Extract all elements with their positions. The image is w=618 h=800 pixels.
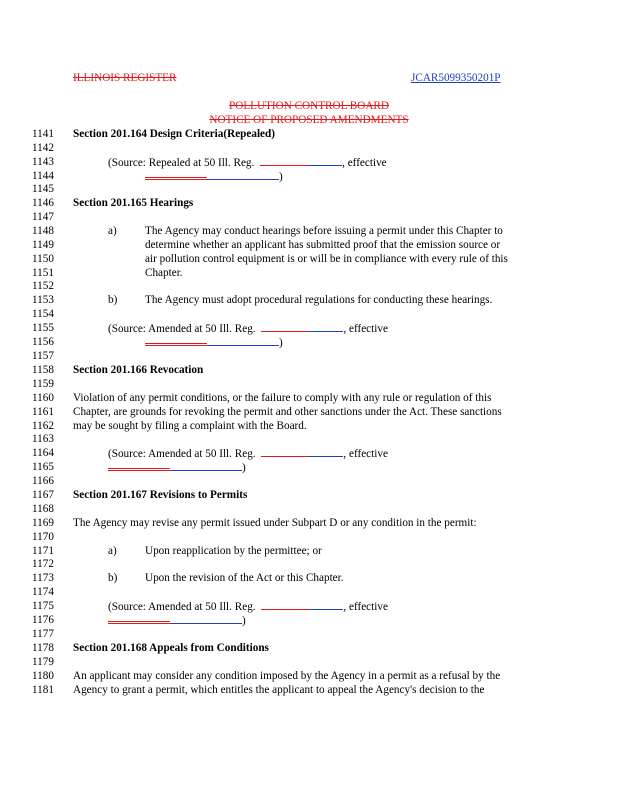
line-number: 1172 — [32, 558, 54, 570]
line-number: 1162 — [32, 420, 54, 432]
line-number: 1149 — [32, 239, 54, 251]
list-label: b) — [108, 294, 118, 306]
section-166-heading: Section 201.166 Revocation — [73, 364, 204, 376]
section-165-heading: Section 201.165 Hearings — [73, 197, 194, 209]
line-number: 1153 — [32, 294, 54, 306]
paragraph-line: Chapter. — [145, 267, 183, 279]
line-number: 1169 — [32, 517, 54, 529]
register-title: ILLINOIS REGISTER — [73, 72, 177, 84]
line-number: 1151 — [32, 267, 54, 279]
line-number: 1171 — [32, 545, 54, 557]
paragraph-line: Agency to grant a permit, which entitles the applicant to appeal the Agency's decision to the — [73, 684, 485, 696]
line-number: 1146 — [32, 197, 54, 209]
line-number: 1163 — [32, 433, 54, 445]
list-label: a) — [108, 545, 117, 557]
section-167-heading: Section 201.167 Revisions to Permits — [73, 489, 248, 501]
paragraph-line: Chapter, are grounds for revoking the permit and other sanctions under the Act. These sanctions — [73, 406, 502, 418]
line-number: 1141 — [32, 128, 54, 140]
line-number: 1177 — [32, 628, 54, 640]
list-label: a) — [108, 225, 117, 237]
line-number: 1166 — [32, 475, 54, 487]
list-label: b) — [108, 572, 118, 584]
line-number: 1170 — [32, 531, 54, 543]
section-166-source: (Source: Amended at 50 Ill. Reg. , effective — [108, 448, 388, 460]
line-number: 1176 — [32, 614, 54, 626]
line-number: 1143 — [32, 156, 54, 168]
paragraph-line: air pollution control equipment is or will be in compliance with every rule of this — [145, 253, 508, 265]
line-number: 1174 — [32, 586, 54, 598]
line-number: 1155 — [32, 322, 54, 334]
line-number: 1161 — [32, 406, 54, 418]
line-number: 1142 — [32, 142, 54, 154]
line-number: 1164 — [32, 447, 54, 459]
line-number: 1159 — [32, 378, 54, 390]
line-number: 1145 — [32, 183, 54, 195]
line-number: 1158 — [32, 364, 54, 376]
line-number: 1180 — [32, 670, 54, 682]
notice-title: NOTICE OF PROPOSED AMENDMENTS — [209, 114, 409, 126]
paragraph-line: The Agency must adopt procedural regulations for conducting these hearings. — [145, 294, 493, 306]
line-number: 1150 — [32, 253, 54, 265]
paragraph-line: An applicant may consider any condition imposed by the Agency in a permit as a refusal by the — [73, 670, 501, 682]
paragraph-line: determine whether an applicant has submitted proof that the emission source or — [145, 239, 501, 251]
section-164-source: (Source: Repealed at 50 Ill. Reg. , effective — [108, 157, 387, 169]
line-number: 1178 — [32, 642, 54, 654]
line-number: 1157 — [32, 350, 54, 362]
line-number: 1165 — [32, 461, 54, 473]
paragraph-line: Violation of any permit conditions, or the failure to comply with any rule or regulation of this — [73, 392, 492, 404]
line-number: 1181 — [32, 684, 54, 696]
paragraph-line: Upon reapplication by the permittee; or — [145, 545, 322, 557]
document-id-link[interactable]: JCAR5099350201P — [411, 72, 501, 84]
paragraph-line: The Agency may conduct hearings before issuing a permit under this Chapter to — [145, 225, 503, 237]
section-168-heading: Section 201.168 Appeals from Conditions — [73, 642, 269, 654]
section-167-source: (Source: Amended at 50 Ill. Reg. , effective — [108, 601, 388, 613]
line-number: 1179 — [32, 656, 54, 668]
line-number: 1168 — [32, 503, 54, 515]
line-number: 1154 — [32, 308, 54, 320]
line-number: 1175 — [32, 600, 54, 612]
section-164-heading: Section 201.164 Design Criteria(Repealed) — [73, 128, 275, 140]
line-number: 1147 — [32, 211, 54, 223]
line-number: 1144 — [32, 170, 54, 182]
line-number: 1160 — [32, 392, 54, 404]
board-name: POLLUTION CONTROL BOARD — [229, 100, 389, 112]
paragraph-line: may be sought by filing a complaint with the Board. — [73, 420, 307, 432]
line-number: 1148 — [32, 225, 54, 237]
line-number: 1167 — [32, 489, 54, 501]
line-number: 1152 — [32, 280, 54, 292]
section-165-source: (Source: Amended at 50 Ill. Reg. , effective — [108, 323, 388, 335]
paragraph-line: Upon the revision of the Act or this Chapter. — [145, 572, 344, 584]
line-number: 1173 — [32, 572, 54, 584]
paragraph-line: The Agency may revise any permit issued under Subpart D or any condition in the permit: — [73, 517, 477, 529]
line-number: 1156 — [32, 336, 54, 348]
